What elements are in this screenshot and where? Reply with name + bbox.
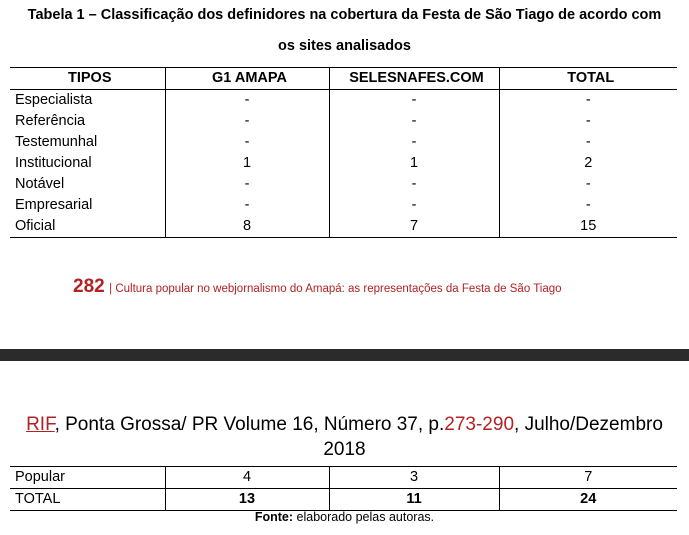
cell-value: 13 [165, 489, 329, 511]
table-row [10, 111, 677, 132]
table-row [10, 153, 677, 174]
table-row [10, 216, 677, 238]
journal-citation-part2: , Julho/Dezembro [514, 414, 663, 435]
cell-value: - [329, 174, 499, 195]
row-label: Especialista [15, 92, 93, 108]
cell-value: 1 [165, 153, 329, 174]
header-cell: TIPOS [10, 68, 165, 90]
row-label: Referência [15, 113, 86, 129]
table-row [10, 90, 677, 112]
cell-value: - [165, 132, 329, 153]
cell-value: 7 [329, 216, 499, 238]
row-label: Popular [10, 467, 165, 489]
cell-value: 15 [499, 216, 677, 238]
row-label: Institucional [15, 155, 92, 171]
page-number: 282 [73, 276, 105, 297]
table-source [0, 510, 689, 524]
journal-citation-part1: , Ponta Grossa/ PR Volume 16, Número 37, p. [54, 414, 445, 435]
cell-value: 1 [329, 153, 499, 174]
data-table-continued [10, 466, 677, 511]
journal-year: 2018 [323, 439, 366, 460]
cell-value: - [329, 111, 499, 132]
cell-value: 7 [499, 467, 677, 489]
cell-value: - [329, 90, 499, 112]
cell-value: - [329, 132, 499, 153]
cell-value: 3 [329, 467, 499, 489]
page-separator [0, 349, 689, 361]
total-row [10, 489, 677, 511]
cell-value: - [499, 174, 677, 195]
journal-citation-line [0, 412, 689, 437]
cell-value: - [499, 111, 677, 132]
table-row [10, 467, 677, 489]
journal-pages: 273-290 [444, 414, 515, 435]
cell-value: - [165, 111, 329, 132]
running-title: | Cultura popular no webjornalismo do Amapá: as representações da Festa de São Tiago [109, 283, 562, 295]
cell-value: - [165, 195, 329, 216]
source-label: Fonte: [254, 510, 294, 524]
table-title-line2: os sites analisados [278, 38, 411, 54]
journal-rif-link[interactable]: RIF [26, 414, 55, 435]
cell-value: 2 [499, 153, 677, 174]
row-label: TOTAL [10, 489, 165, 511]
cell-value: - [499, 132, 677, 153]
table-header-row [10, 68, 677, 90]
page-footer [73, 276, 562, 298]
table-row [10, 132, 677, 153]
header-cell: TOTAL [499, 68, 677, 90]
table-row [10, 174, 677, 195]
cell-value: - [329, 195, 499, 216]
cell-value: 24 [499, 489, 677, 511]
cell-value: - [499, 90, 677, 112]
cell-value: 8 [165, 216, 329, 238]
table-row [10, 195, 677, 216]
data-table [10, 67, 677, 238]
cell-value: 11 [329, 489, 499, 511]
row-label: Empresarial [15, 197, 93, 213]
row-label: Testemunhal [15, 134, 98, 150]
header-cell: SELESNAFES.COM [329, 68, 499, 90]
cell-value: 4 [165, 467, 329, 489]
cell-value: - [165, 90, 329, 112]
source-text: elaborado pelas autoras. [293, 510, 435, 524]
header-cell: G1 AMAPA [165, 68, 329, 90]
cell-value: - [165, 174, 329, 195]
journal-header [0, 412, 689, 462]
cell-value: - [499, 195, 677, 216]
table-title-line1: Tabela 1 – Classificação dos definidores na cobertura da Festa de São Tiago de acordo com [27, 7, 662, 23]
row-label: Notável [15, 176, 65, 192]
row-label: Oficial [10, 216, 165, 238]
